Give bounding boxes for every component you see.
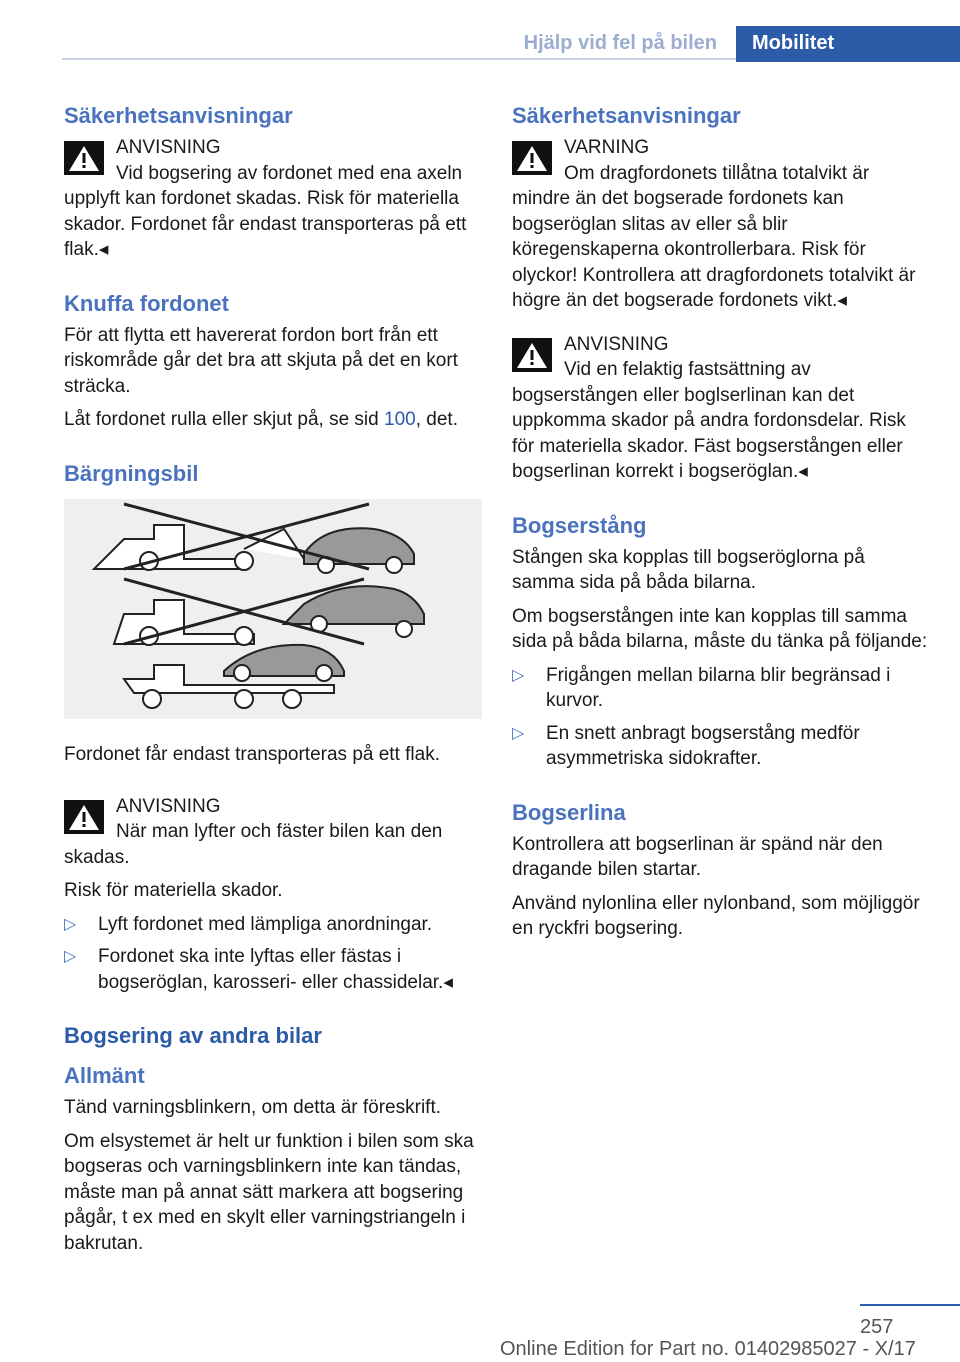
- page-link[interactable]: 100: [384, 409, 416, 430]
- notice-text: Vid en felaktig fastsättning av bogserstången eller boglserlinan kan det uppkomma skador på andra fordonsdelar. Risk för materiella skador. Fäst bogserstången eller bogserlinan korrekt i bogseröglan.◂: [512, 359, 906, 482]
- tow-bar-heading: Bogserstång: [512, 512, 647, 538]
- list-item: ▷ Frigången mellan bilarna blir begränsad i kurvor.: [512, 664, 891, 711]
- push-reference-paragraph: Låt fordonet rulla eller skjut på, se sid 100, det.: [64, 409, 458, 430]
- notice-text: När man lyfter och fäster bilen kan den skadas.: [64, 821, 443, 868]
- notice-title: VARNING: [564, 137, 650, 158]
- notice-title: ANVISNING: [564, 333, 669, 355]
- towing-others-heading: Bogsering av andra bilar: [64, 1023, 322, 1048]
- page-number: 257: [860, 1316, 894, 1338]
- tow-rope-heading: Bogserlina: [512, 799, 626, 825]
- list-item: ▷ En snett anbragt bogserstång medför asymmetriska sidokrafter.: [512, 722, 860, 769]
- bullet-triangle-icon: ▷: [64, 915, 77, 933]
- bullet-triangle-icon: ▷: [64, 948, 77, 965]
- header-chapter-tab: Mobilitet: [736, 26, 960, 62]
- tow-bar-list: [512, 663, 932, 772]
- bullet-triangle-icon: ▷: [512, 666, 525, 684]
- right-column: [512, 101, 932, 950]
- tow-rope-paragraph: Kontrollera att bogserlinan är spänd när den dragande bilen startar.: [512, 833, 883, 880]
- edition-footer: Online Edition for Part no. 01402985027 - X/17: [500, 1338, 916, 1360]
- list-item: ▷ Fordonet ska inte lyftas eller fästas i bogseröglan, karosseri- eller chassidelar.◂: [64, 946, 453, 993]
- notice-text: Vid bogsering av fordonet med ena axeln upplyft kan fordonet skadas. Risk för materiella skador. Fordonet får endast transporteras på ett flak.◂: [64, 162, 467, 260]
- bullet-triangle-icon: ▷: [512, 724, 525, 742]
- push-heading: Knuffa fordonet: [64, 290, 229, 316]
- left-column: [64, 101, 482, 1264]
- notice-box: [512, 135, 932, 314]
- footer-rule: [860, 1304, 960, 1306]
- header-section-title: Hjälp vid fel på bilen: [523, 32, 717, 54]
- notice-title: ANVISNING: [116, 795, 221, 817]
- tow-rope-paragraph: Använd nylonlina eller nylonband, som möjliggör en ryckfri bogsering.: [512, 892, 920, 939]
- general-heading: Allmänt: [64, 1063, 145, 1088]
- figure-caption: Fordonet får endast transporteras på ett flak.: [64, 744, 440, 765]
- push-paragraph: För att flytta ett havererat fordon bort från ett riskområde går det bra att skjuta på det en kort sträcka.: [64, 324, 458, 397]
- safety-heading: Säkerhetsanvisningar: [512, 103, 741, 128]
- warning-triangle-icon: [64, 141, 104, 175]
- list-item: ▷ Lyft fordonet med lämpliga anordningar.: [64, 912, 482, 938]
- notice-list: [64, 912, 482, 996]
- notice-box: [64, 135, 482, 263]
- notice-box: [64, 794, 482, 871]
- tow-bar-paragraph: Stången ska kopplas till bogseröglorna på samma sida på båda bilarna.: [512, 546, 865, 593]
- tow-truck-illustration: [64, 499, 482, 719]
- general-paragraph: Tänd varningsblinkern, om detta är föreskrift.: [64, 1097, 442, 1118]
- general-paragraph: Om elsystemet är helt ur funktion i bilen som ska bogseras och varningsblinkern inte kan tändas, måste man på annat sätt markera att bogsering pågår, t ex med en skylt eller varningstriangeln i bakrutan.: [64, 1130, 474, 1254]
- tow-bar-paragraph: Om bogserstången inte kan kopplas till samma sida på båda bilarna, måste du tänka på följande:: [512, 605, 928, 652]
- warning-triangle-icon: [512, 141, 552, 175]
- notice-text: Om dragfordonets tillåtna totalvikt är mindre än det bogserade fordonets kan bogseröglan slitas av eller så blir köregenskaperna okontrollerbara. Risk för olyckor! Kontrollera att dragfordonets totalvikt är högre än det bogserade fordonets vikt.◂: [512, 162, 916, 311]
- tow-truck-heading: Bärgningsbil: [64, 460, 199, 486]
- safety-heading: Säkerhetsanvisningar: [64, 103, 293, 128]
- notice-extra-text: Risk för materiella skador.: [64, 880, 283, 901]
- warning-triangle-icon: [512, 338, 552, 372]
- notice-title: ANVISNING: [116, 137, 221, 158]
- notice-box: [512, 332, 932, 485]
- warning-triangle-icon: [64, 800, 104, 834]
